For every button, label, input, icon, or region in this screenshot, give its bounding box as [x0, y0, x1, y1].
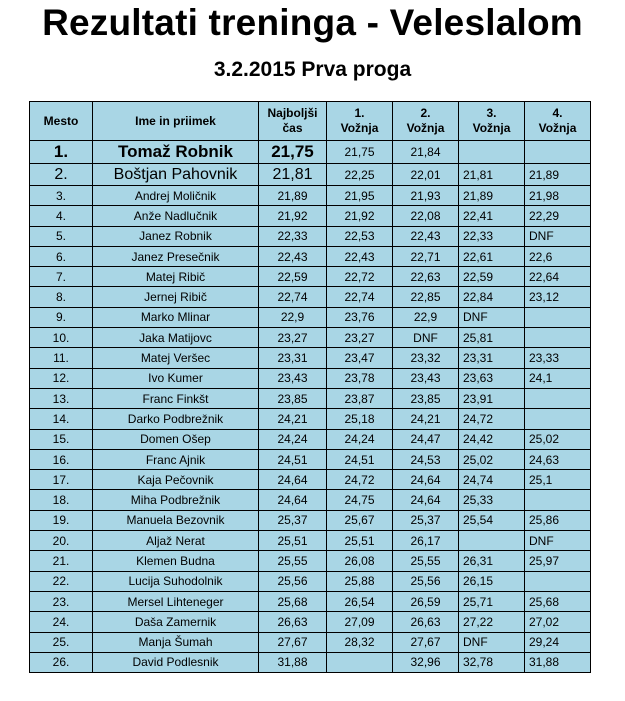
- cell-best-time: 24,24: [259, 429, 327, 449]
- cell-run-1: 23,47: [327, 348, 393, 368]
- cell-run-4: [525, 388, 591, 408]
- cell-run-4: DNF: [525, 226, 591, 246]
- table-row: [30, 612, 591, 632]
- cell-run-3: 22,84: [459, 287, 525, 307]
- cell-run-4: [525, 307, 591, 327]
- cell-place: 18.: [30, 490, 93, 510]
- cell-best-time: 22,9: [259, 307, 327, 327]
- cell-run-2: 25,37: [393, 510, 459, 530]
- cell-run-4: 25,97: [525, 551, 591, 571]
- cell-run-3: DNF: [459, 632, 525, 652]
- cell-best-time: 25,56: [259, 571, 327, 591]
- header-run-3: [459, 102, 525, 141]
- cell-place: 9.: [30, 307, 93, 327]
- cell-run-1: 25,67: [327, 510, 393, 530]
- cell-run-2: 27,67: [393, 632, 459, 652]
- cell-name: Manuela Bezovnik: [93, 510, 259, 530]
- table-row: [30, 368, 591, 388]
- cell-run-4: 22,29: [525, 206, 591, 226]
- cell-run-4: 23,33: [525, 348, 591, 368]
- cell-place: 26.: [30, 652, 93, 672]
- cell-run-3: 24,74: [459, 470, 525, 490]
- cell-name: Klemen Budna: [93, 551, 259, 571]
- cell-place: 25.: [30, 632, 93, 652]
- cell-name: Matej Veršec: [93, 348, 259, 368]
- cell-place: 22.: [30, 571, 93, 591]
- cell-run-2: 22,43: [393, 226, 459, 246]
- cell-run-3: 25,81: [459, 328, 525, 348]
- table-row: [30, 267, 591, 287]
- cell-best-time: 23,43: [259, 368, 327, 388]
- cell-run-4: 22,6: [525, 246, 591, 266]
- header-best-line2: čas: [282, 121, 303, 135]
- cell-run-4: 21,98: [525, 186, 591, 206]
- table-row: [30, 571, 591, 591]
- cell-best-time: 25,68: [259, 591, 327, 611]
- cell-place: 20.: [30, 531, 93, 551]
- cell-run-1: 25,18: [327, 409, 393, 429]
- cell-name: Domen Ošep: [93, 429, 259, 449]
- table-row: [30, 164, 591, 186]
- table-row: [30, 551, 591, 571]
- table-row: [30, 449, 591, 469]
- cell-run-2: DNF: [393, 328, 459, 348]
- header-run-1: [327, 102, 393, 141]
- cell-place: 13.: [30, 388, 93, 408]
- cell-run-2: 24,21: [393, 409, 459, 429]
- cell-run-2: 25,56: [393, 571, 459, 591]
- cell-name: Jernej Ribič: [93, 287, 259, 307]
- cell-place: 3.: [30, 186, 93, 206]
- cell-place: 19.: [30, 510, 93, 530]
- cell-run-1: 22,74: [327, 287, 393, 307]
- cell-run-4: 21,89: [525, 164, 591, 186]
- header-run2-line2: Vožnja: [406, 121, 445, 135]
- cell-best-time: 21,89: [259, 186, 327, 206]
- header-best-time: [259, 102, 327, 141]
- cell-name: Janez Presečnik: [93, 246, 259, 266]
- cell-run-3: 32,78: [459, 652, 525, 672]
- cell-run-2: 32,96: [393, 652, 459, 672]
- cell-place: 11.: [30, 348, 93, 368]
- cell-best-time: 23,31: [259, 348, 327, 368]
- cell-place: 24.: [30, 612, 93, 632]
- cell-run-4: 31,88: [525, 652, 591, 672]
- cell-best-time: 27,67: [259, 632, 327, 652]
- cell-best-time: 23,27: [259, 328, 327, 348]
- cell-best-time: 26,63: [259, 612, 327, 632]
- table-row: [30, 287, 591, 307]
- cell-run-2: 26,63: [393, 612, 459, 632]
- cell-name: Tomaž Robnik: [93, 141, 259, 164]
- cell-run-3: 23,63: [459, 368, 525, 388]
- cell-best-time: 24,51: [259, 449, 327, 469]
- table-row: [30, 531, 591, 551]
- cell-run-1: 22,72: [327, 267, 393, 287]
- cell-name: Janez Robnik: [93, 226, 259, 246]
- table-row: [30, 388, 591, 408]
- cell-run-3: 22,41: [459, 206, 525, 226]
- cell-place: 17.: [30, 470, 93, 490]
- table-row: [30, 328, 591, 348]
- cell-run-4: 23,12: [525, 287, 591, 307]
- header-best-line1: Najboljši: [267, 106, 318, 120]
- cell-best-time: 25,37: [259, 510, 327, 530]
- cell-name: Franc Ajnik: [93, 449, 259, 469]
- table-row: [30, 429, 591, 449]
- cell-best-time: 22,43: [259, 246, 327, 266]
- cell-place: 16.: [30, 449, 93, 469]
- cell-best-time: 31,88: [259, 652, 327, 672]
- cell-name: Kaja Pečovnik: [93, 470, 259, 490]
- cell-run-1: 23,27: [327, 328, 393, 348]
- cell-name: Aljaž Nerat: [93, 531, 259, 551]
- cell-run-4: 25,02: [525, 429, 591, 449]
- header-name: Ime in priimek: [93, 102, 259, 141]
- table-row: [30, 409, 591, 429]
- cell-name: Miha Podbrežnik: [93, 490, 259, 510]
- cell-run-3: 25,33: [459, 490, 525, 510]
- page-title: Rezultati treninga - Veleslalom: [42, 2, 583, 43]
- cell-run-4: [525, 571, 591, 591]
- cell-best-time: 21,92: [259, 206, 327, 226]
- cell-run-2: 23,43: [393, 368, 459, 388]
- cell-run-2: 21,93: [393, 186, 459, 206]
- cell-run-3: 24,42: [459, 429, 525, 449]
- results-table: [29, 101, 591, 673]
- cell-run-3: 22,33: [459, 226, 525, 246]
- cell-run-3: [459, 531, 525, 551]
- cell-run-2: 26,59: [393, 591, 459, 611]
- cell-run-1: 27,09: [327, 612, 393, 632]
- header-run4-line1: 4.: [552, 106, 563, 120]
- header-run-2: [393, 102, 459, 141]
- cell-run-1: 22,43: [327, 246, 393, 266]
- cell-run-1: 26,08: [327, 551, 393, 571]
- cell-name: Marko Mlinar: [93, 307, 259, 327]
- cell-run-1: 22,25: [327, 164, 393, 186]
- cell-place: 2.: [30, 164, 93, 186]
- table-row: [30, 490, 591, 510]
- header-run3-line2: Vožnja: [472, 121, 511, 135]
- page-subtitle: 3.2.2015 Prva proga: [213, 58, 412, 81]
- cell-place: 7.: [30, 267, 93, 287]
- cell-run-3: 22,61: [459, 246, 525, 266]
- table-row: [30, 632, 591, 652]
- header-run2-line1: 2.: [420, 106, 431, 120]
- cell-place: 4.: [30, 206, 93, 226]
- cell-best-time: 22,33: [259, 226, 327, 246]
- cell-run-1: 26,54: [327, 591, 393, 611]
- cell-run-4: [525, 409, 591, 429]
- cell-run-1: 23,78: [327, 368, 393, 388]
- cell-name: Darko Podbrežnik: [93, 409, 259, 429]
- cell-name: Matej Ribič: [93, 267, 259, 287]
- cell-run-4: 27,02: [525, 612, 591, 632]
- cell-run-2: 23,85: [393, 388, 459, 408]
- table-row: [30, 226, 591, 246]
- cell-run-3: 27,22: [459, 612, 525, 632]
- cell-run-3: 23,31: [459, 348, 525, 368]
- header-run1-line1: 1.: [354, 106, 365, 120]
- cell-place: 6.: [30, 246, 93, 266]
- table-row: [30, 206, 591, 226]
- cell-name: Mersel Lihteneger: [93, 591, 259, 611]
- cell-place: 12.: [30, 368, 93, 388]
- cell-run-1: 24,24: [327, 429, 393, 449]
- cell-run-1: 24,75: [327, 490, 393, 510]
- table-row: [30, 591, 591, 611]
- cell-run-2: 22,85: [393, 287, 459, 307]
- cell-place: 23.: [30, 591, 93, 611]
- cell-run-3: 26,15: [459, 571, 525, 591]
- cell-name: Boštjan Pahovnik: [93, 164, 259, 186]
- cell-run-1: 25,88: [327, 571, 393, 591]
- header-run3-line1: 3.: [486, 106, 497, 120]
- cell-run-3: 25,71: [459, 591, 525, 611]
- cell-run-3: 24,72: [459, 409, 525, 429]
- cell-best-time: 24,64: [259, 490, 327, 510]
- cell-run-3: 21,81: [459, 164, 525, 186]
- cell-run-2: 24,64: [393, 490, 459, 510]
- cell-run-2: 22,63: [393, 267, 459, 287]
- cell-best-time: 22,59: [259, 267, 327, 287]
- header-run4-line2: Vožnja: [538, 121, 577, 135]
- cell-run-4: [525, 328, 591, 348]
- cell-place: 1.: [30, 141, 93, 164]
- table-row: [30, 652, 591, 672]
- cell-run-4: 22,64: [525, 267, 591, 287]
- cell-run-2: 22,01: [393, 164, 459, 186]
- cell-best-time: 25,55: [259, 551, 327, 571]
- cell-run-3: 21,89: [459, 186, 525, 206]
- cell-best-time: 25,51: [259, 531, 327, 551]
- cell-run-4: 25,68: [525, 591, 591, 611]
- header-place: Mesto: [30, 102, 93, 141]
- cell-run-1: 21,92: [327, 206, 393, 226]
- cell-run-2: 22,08: [393, 206, 459, 226]
- cell-place: 15.: [30, 429, 93, 449]
- cell-best-time: 24,21: [259, 409, 327, 429]
- results-body: [30, 141, 591, 673]
- cell-place: 5.: [30, 226, 93, 246]
- cell-run-4: DNF: [525, 531, 591, 551]
- cell-best-time: 21,75: [259, 141, 327, 164]
- cell-run-1: 23,76: [327, 307, 393, 327]
- cell-run-3: 23,91: [459, 388, 525, 408]
- header-run1-line2: Vožnja: [340, 121, 379, 135]
- table-row: [30, 307, 591, 327]
- cell-run-3: 25,54: [459, 510, 525, 530]
- cell-name: Franc Finkšt: [93, 388, 259, 408]
- header-row: [30, 102, 591, 141]
- cell-run-3: DNF: [459, 307, 525, 327]
- cell-run-4: [525, 141, 591, 164]
- table-row: [30, 348, 591, 368]
- cell-name: Ivo Kumer: [93, 368, 259, 388]
- cell-run-1: 23,87: [327, 388, 393, 408]
- cell-run-4: [525, 490, 591, 510]
- cell-run-1: 24,51: [327, 449, 393, 469]
- cell-run-1: 21,95: [327, 186, 393, 206]
- cell-run-4: 29,24: [525, 632, 591, 652]
- cell-run-3: 25,02: [459, 449, 525, 469]
- table-row: [30, 246, 591, 266]
- cell-name: Daša Zamernik: [93, 612, 259, 632]
- cell-run-1: 28,32: [327, 632, 393, 652]
- cell-name: David Podlesnik: [93, 652, 259, 672]
- cell-run-4: 24,1: [525, 368, 591, 388]
- cell-place: 21.: [30, 551, 93, 571]
- cell-run-4: 25,86: [525, 510, 591, 530]
- table-row: [30, 186, 591, 206]
- cell-run-3: 22,59: [459, 267, 525, 287]
- cell-best-time: 23,85: [259, 388, 327, 408]
- cell-name: Lucija Suhodolnik: [93, 571, 259, 591]
- cell-run-3: 26,31: [459, 551, 525, 571]
- cell-run-2: 24,64: [393, 470, 459, 490]
- cell-run-2: 24,53: [393, 449, 459, 469]
- cell-place: 14.: [30, 409, 93, 429]
- table-row: [30, 510, 591, 530]
- cell-run-4: 24,63: [525, 449, 591, 469]
- cell-run-2: 21,84: [393, 141, 459, 164]
- cell-run-1: 25,51: [327, 531, 393, 551]
- cell-name: Andrej Moličnik: [93, 186, 259, 206]
- cell-run-1: [327, 652, 393, 672]
- cell-name: Anže Nadlučnik: [93, 206, 259, 226]
- table-row: [30, 141, 591, 164]
- cell-run-1: 22,53: [327, 226, 393, 246]
- cell-best-time: 24,64: [259, 470, 327, 490]
- cell-run-3: [459, 141, 525, 164]
- cell-run-4: 25,1: [525, 470, 591, 490]
- cell-run-2: 23,32: [393, 348, 459, 368]
- cell-run-2: 22,9: [393, 307, 459, 327]
- cell-run-2: 25,55: [393, 551, 459, 571]
- cell-run-2: 22,71: [393, 246, 459, 266]
- cell-best-time: 21,81: [259, 164, 327, 186]
- cell-best-time: 22,74: [259, 287, 327, 307]
- cell-place: 10.: [30, 328, 93, 348]
- cell-run-2: 24,47: [393, 429, 459, 449]
- header-run-4: [525, 102, 591, 141]
- cell-run-1: 21,75: [327, 141, 393, 164]
- cell-name: Manja Šumah: [93, 632, 259, 652]
- cell-run-2: 26,17: [393, 531, 459, 551]
- table-row: [30, 470, 591, 490]
- cell-name: Jaka Matijovc: [93, 328, 259, 348]
- cell-place: 8.: [30, 287, 93, 307]
- cell-run-1: 24,72: [327, 470, 393, 490]
